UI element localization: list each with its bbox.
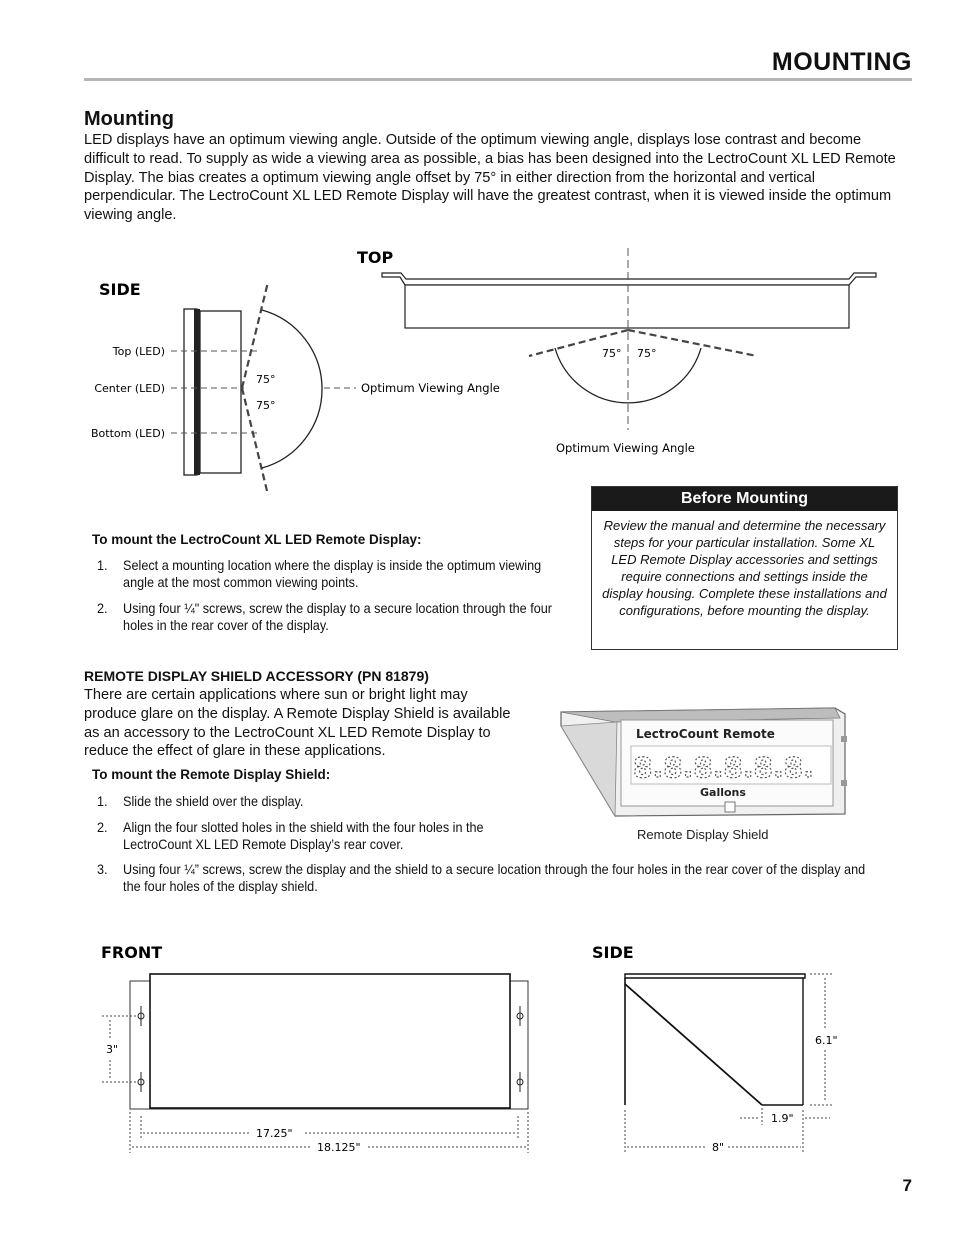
photo-digits: 8.8.8.8.8.8. [633, 751, 814, 784]
list-item [84, 861, 865, 895]
shield-front-body [150, 974, 510, 1108]
top-angle-right: 75° [637, 347, 657, 360]
header-rule [84, 78, 912, 81]
list-item [84, 793, 521, 810]
shield-mount-heading: To mount the Remote Display Shield: [92, 767, 331, 782]
list-item [84, 600, 568, 634]
callout-title: Before Mounting [592, 487, 897, 511]
side-view-label: SIDE [99, 280, 141, 299]
shield-steps [84, 793, 521, 862]
front-view-label: FRONT [101, 943, 163, 962]
bottom-led-label: Bottom (LED) [91, 427, 165, 440]
photo-connector [725, 802, 735, 812]
side-angle-upper: 75° [256, 373, 276, 386]
page-number: 7 [902, 1176, 912, 1195]
height-dim: 6.1" [815, 1034, 838, 1047]
display-top-body [405, 285, 849, 328]
section-heading: Mounting [84, 108, 174, 130]
mount-display-steps [84, 557, 568, 643]
photo-mount-tab [841, 780, 847, 786]
page-header-title: MOUNTING [771, 48, 912, 76]
viewing-angle-diagram [0, 240, 954, 505]
display-top-flange [382, 273, 876, 285]
shield-side-panel [561, 722, 617, 816]
shield-side-top [625, 974, 805, 978]
display-side-face [194, 309, 200, 475]
top-optimum-label: Optimum Viewing Angle [556, 441, 695, 455]
photo-unit-text: Gallons [700, 786, 746, 799]
lip-dim: 1.9" [771, 1112, 794, 1125]
shield-step-3 [84, 861, 865, 904]
step-text: Using four ¼" screws, screw the display to a secure location through the four holes in the rear cover of the display. [123, 601, 552, 633]
step-text: Align the four slotted holes in the shield with the four holes in the LectroCount XL LED Remote Display’s rear cover. [123, 820, 484, 852]
depth-dim: 8" [712, 1141, 725, 1154]
shield-heading: REMOTE DISPLAY SHIELD ACCESSORY (PN 81879) [84, 668, 429, 684]
top-view-label: TOP [357, 248, 394, 267]
callout-body: Review the manual and determine the necessary steps for your particular installation. Some XL LED Remote Display accessories and settings require connections and settings inside the display housing. Complete these installations and configurations, before mounting the display. [602, 518, 887, 618]
inner-width-dim: 17.25" [256, 1127, 293, 1140]
step-number: 2. [97, 601, 108, 616]
side-angle-arc [262, 310, 322, 468]
side-angle-lower: 75° [256, 399, 276, 412]
step-number: 3. [97, 862, 108, 877]
shield-photo-caption: Remote Display Shield [637, 827, 769, 842]
mount-display-heading: To mount the LectroCount XL LED Remote Display: [92, 532, 422, 547]
step-number: 1. [97, 794, 108, 809]
step-number: 2. [97, 820, 108, 835]
step-text: Slide the shield over the display. [123, 794, 304, 809]
dimension-drawings [0, 940, 954, 1165]
photo-mount-tab [841, 736, 847, 742]
intro-paragraph: LED displays have an optimum viewing angle. Outside of the optimum viewing angle, displays lose contrast and become difficult to read. To supply as wide a viewing area as possible, a bias has been designed into the LectroCount XL LED Remote Display. The bias creates a optimum viewing angle offset by 75° in either direction from the horizontal and vertical perpendicular. The LectroCount XL LED Remote Display will have the greatest contrast, when it is viewed inside the optimum viewing angle. [84, 132, 896, 224]
outer-width-dim: 18.125" [317, 1141, 361, 1154]
list-item [84, 557, 568, 591]
display-side-body [200, 311, 241, 473]
top-angle-left: 75° [602, 347, 622, 360]
hole-spacing-dim: 3" [106, 1043, 119, 1056]
shield-photo [555, 706, 860, 821]
list-item [84, 819, 521, 853]
side-optimum-label: Optimum Viewing Angle [361, 381, 500, 395]
shield-paragraph: There are certain applications where sun or bright light may produce glare on the display. A Remote Display Shield is available as an accessory to the LectroCount XL LED Remote Display to reduce the effect of glare in these applications. [84, 687, 511, 760]
step-number: 1. [97, 558, 108, 573]
center-led-label: Center (LED) [94, 382, 165, 395]
step-text: Using four ¼” screws, screw the display and the shield to a secure location through the four holes in the rear cover of the display and the four holes of the display shield. [123, 862, 866, 894]
step-text: Select a mounting location where the display is inside the optimum viewing angle at the most common viewing points. [123, 558, 542, 590]
photo-brand-text: LectroCount Remote [636, 727, 775, 741]
before-mounting-callout [591, 486, 898, 650]
side-dim-view-label: SIDE [592, 943, 634, 962]
shield-side-diagonal [625, 984, 762, 1105]
top-led-label: Top (LED) [112, 345, 165, 358]
